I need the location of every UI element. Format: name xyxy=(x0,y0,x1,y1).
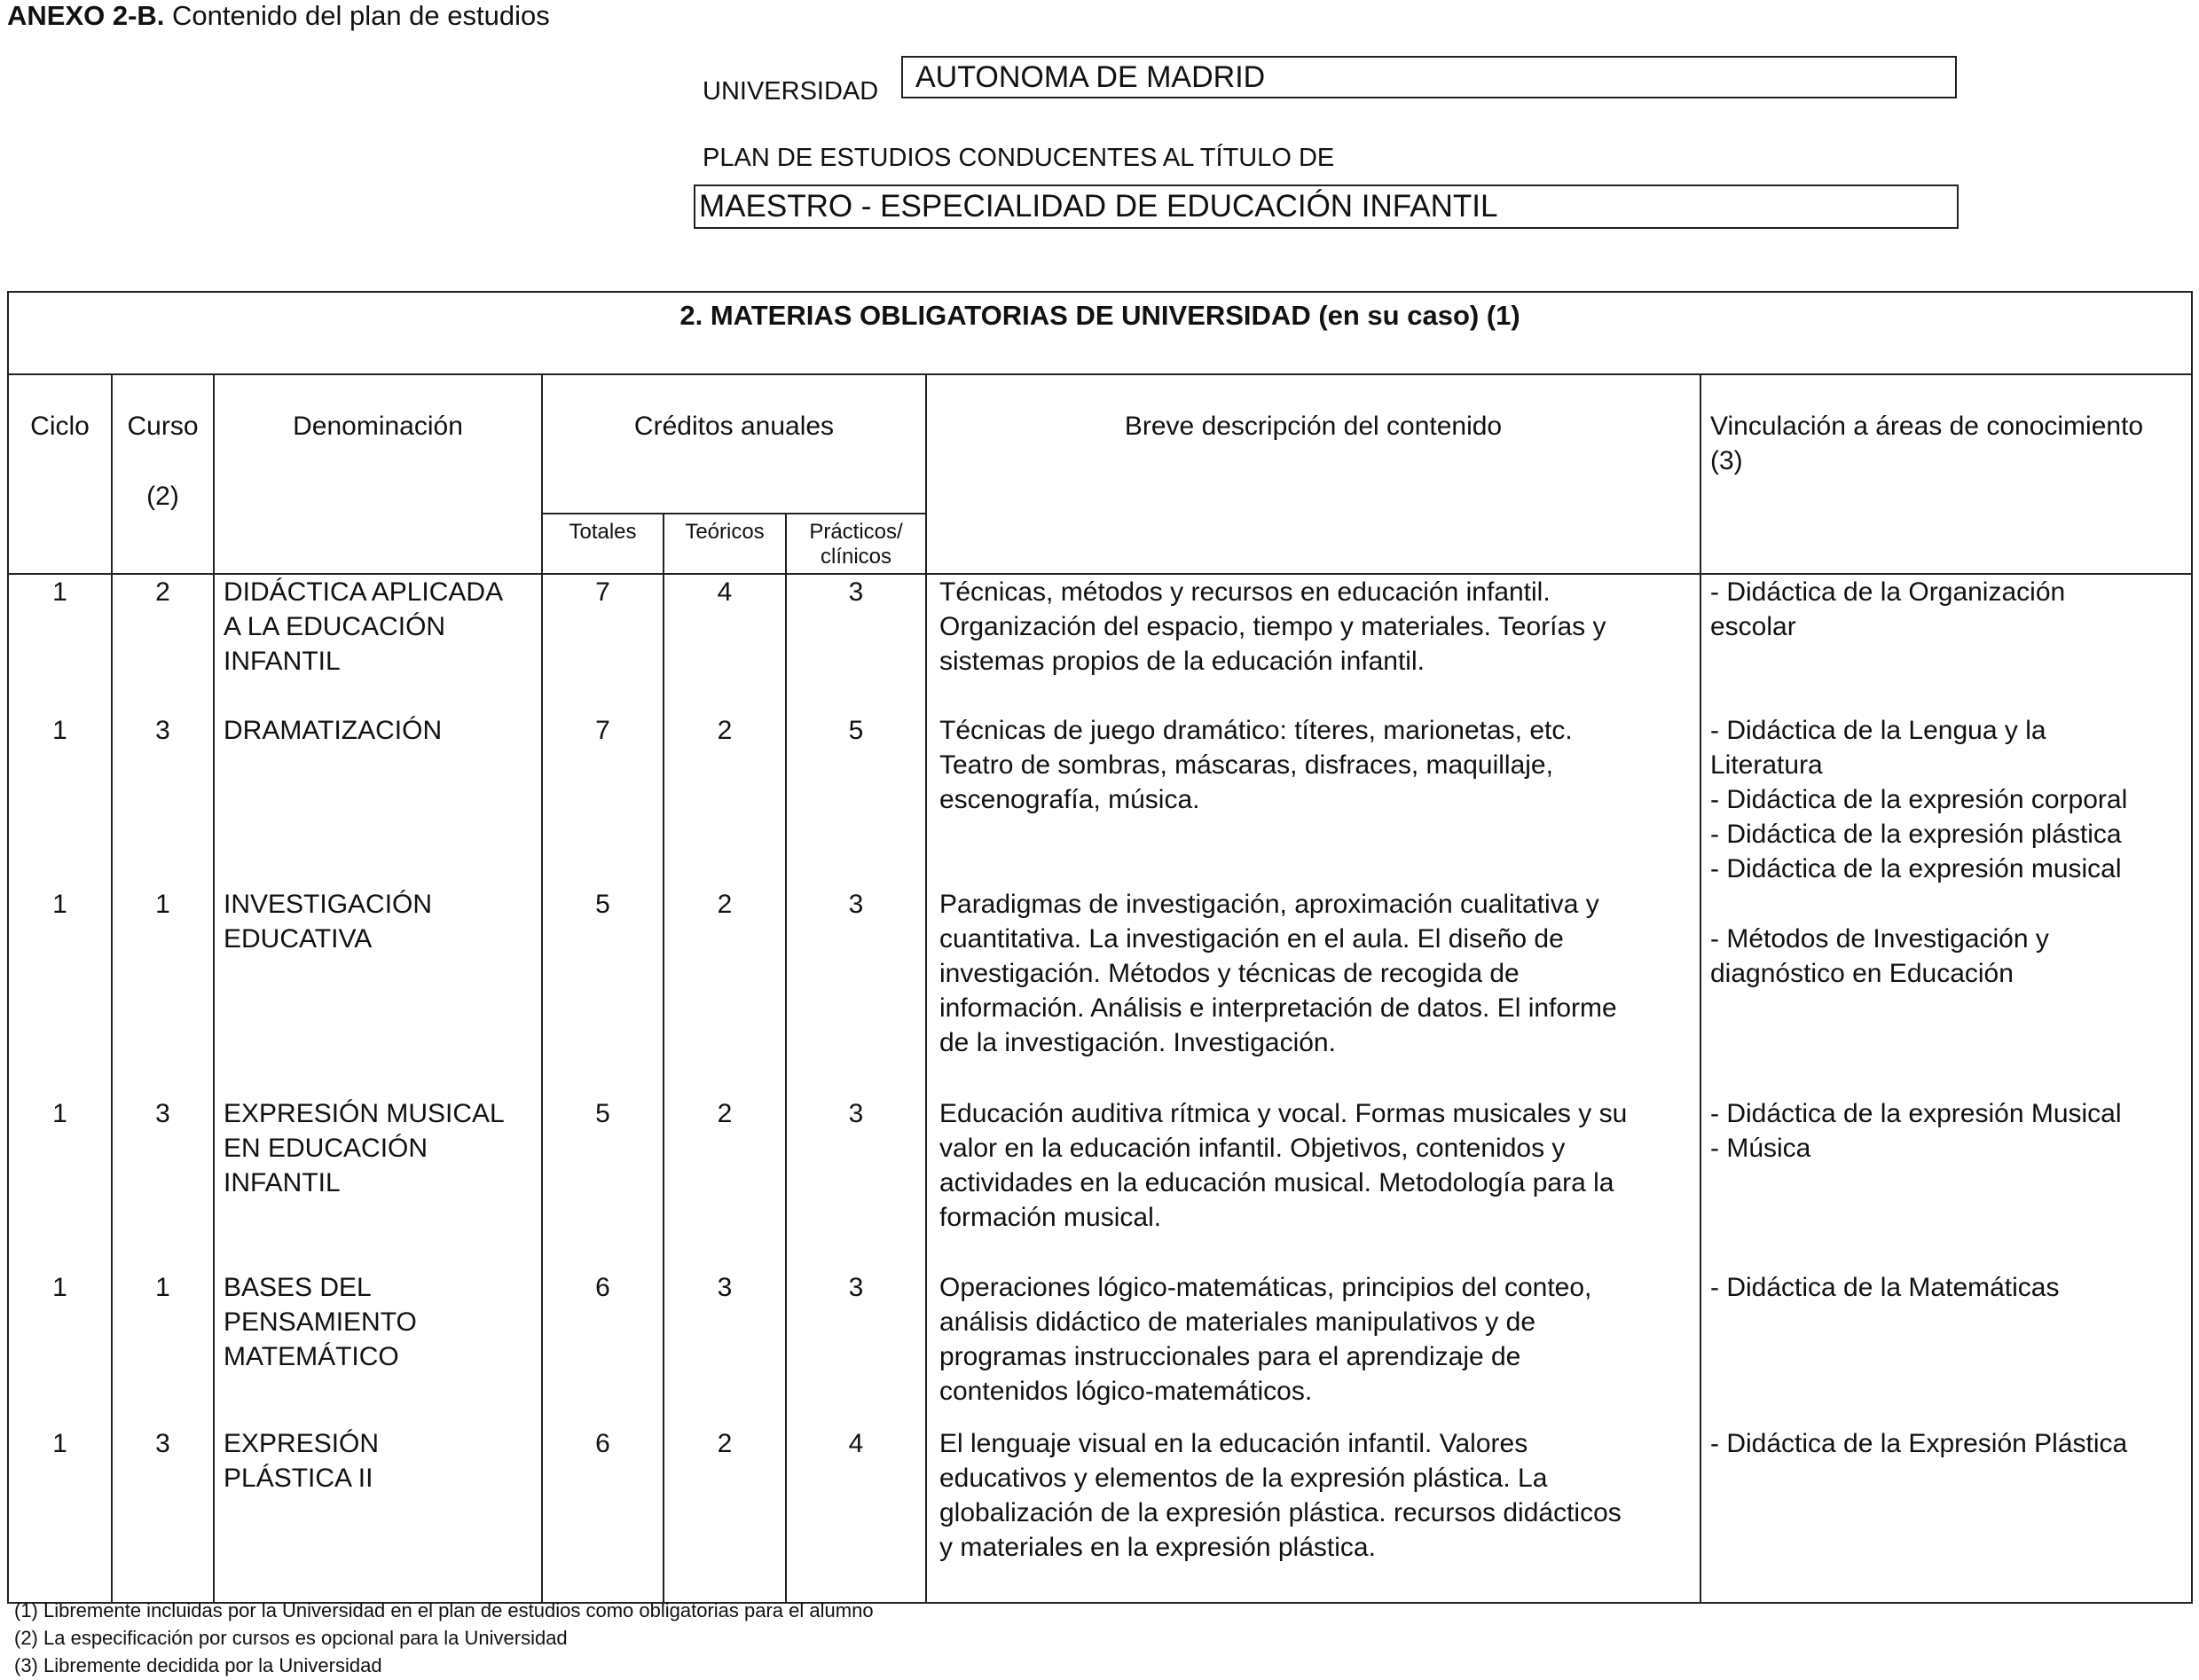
col-header-vinculacion-label: Vinculación a áreas de conocimiento xyxy=(1710,412,2144,441)
header-row xyxy=(8,374,2192,514)
denominacion-cell-line: EDUCATIVA xyxy=(224,924,373,954)
table-row xyxy=(8,1270,2192,1426)
vinculacion-cell xyxy=(1700,887,2192,1096)
vinculacion-cell-line: - Didáctica de la Matemáticas xyxy=(1710,1273,2060,1302)
teoricos-cell: 2 xyxy=(664,887,786,1096)
denominacion-cell xyxy=(214,713,542,887)
plan-label: PLAN DE ESTUDIOS CONDUCENTES AL TÍTULO DE xyxy=(703,144,1335,172)
degree-field: MAESTRO - ESPECIALIDAD DE EDUCACIÓN INFANTIL xyxy=(694,184,1959,229)
col-header-vinculacion xyxy=(1700,374,2192,574)
descripcion-cell-line: escenografía, música. xyxy=(939,785,1200,814)
ciclo-cell: 1 xyxy=(8,574,112,713)
vinculacion-cell-line: - Didáctica de la Lengua y la xyxy=(1710,716,2046,745)
curso-cell: 3 xyxy=(112,713,214,887)
table-body xyxy=(8,574,2192,1603)
vinculacion-cell-line: - Didáctica de la expresión Musical xyxy=(1710,1099,2122,1128)
ciclo-cell: 1 xyxy=(8,1270,112,1426)
col-header-curso-label: Curso xyxy=(127,412,199,441)
denominacion-cell xyxy=(214,1270,542,1426)
teoricos-cell: 3 xyxy=(664,1270,786,1426)
descripcion-cell-line: contenidos lógico-matemáticos. xyxy=(939,1377,1313,1406)
descripcion-cell xyxy=(926,887,1700,1096)
annex-heading xyxy=(7,0,550,32)
practicos-cell: 3 xyxy=(786,887,926,1096)
totales-cell: 5 xyxy=(542,887,664,1096)
descripcion-cell-line: sistemas propios de la educación infantil. xyxy=(939,647,1425,676)
university-label: UNIVERSIDAD xyxy=(703,77,879,106)
vinculacion-cell xyxy=(1700,1426,2192,1603)
denominacion-cell-line: EN EDUCACIÓN xyxy=(224,1134,428,1163)
col-header-descripcion: Breve descripción del contenido xyxy=(926,374,1700,574)
vinculacion-cell-line: - Didáctica de la expresión plástica xyxy=(1710,820,2122,849)
descripcion-cell-line: programas instruccionales para el aprendizaje de xyxy=(939,1342,1521,1371)
teoricos-cell: 2 xyxy=(664,1096,786,1270)
col-header-ciclo: Ciclo xyxy=(8,374,112,574)
denominacion-cell xyxy=(214,574,542,713)
denominacion-cell-line: BASES DEL xyxy=(224,1273,372,1302)
descripcion-cell-line: actividades en la educación musical. Metodología para la xyxy=(939,1168,1614,1197)
denominacion-cell-line: PENSAMIENTO xyxy=(224,1307,417,1337)
ciclo-cell: 1 xyxy=(8,1426,112,1603)
descripcion-cell-line: Teatro de sombras, máscaras, disfraces, maquillaje, xyxy=(939,750,1553,780)
practicos-cell: 3 xyxy=(786,1270,926,1426)
footnote-3: (3) Libremente decidida por la Universidad xyxy=(14,1654,382,1676)
practicos-cell: 4 xyxy=(786,1426,926,1603)
table-row xyxy=(8,1096,2192,1270)
denominacion-cell-line: DRAMATIZACIÓN xyxy=(224,716,443,745)
curso-cell: 2 xyxy=(112,574,214,713)
descripcion-cell-line: Técnicas, métodos y recursos en educación infantil. xyxy=(939,577,1551,607)
vinculacion-cell xyxy=(1700,1096,2192,1270)
vinculacion-cell-line: - Música xyxy=(1710,1134,1811,1163)
col-header-vinculacion-note: (3) xyxy=(1710,446,1743,475)
totales-cell: 7 xyxy=(542,574,664,713)
denominacion-cell-line: A LA EDUCACIÓN xyxy=(224,612,446,641)
denominacion-cell-line: MATEMÁTICO xyxy=(224,1342,399,1371)
descripcion-cell-line: Organización del espacio, tiempo y materiales. Teorías y xyxy=(939,612,1606,641)
totales-cell: 7 xyxy=(542,713,664,887)
annex-label: ANEXO 2-B. xyxy=(7,0,165,31)
curso-cell: 3 xyxy=(112,1426,214,1603)
footnote-2: (2) La especificación por cursos es opcional para la Universidad xyxy=(14,1627,568,1649)
descripcion-cell-line: investigación. Métodos y técnicas de recogida de xyxy=(939,959,1520,988)
totales-cell: 6 xyxy=(542,1270,664,1426)
vinculacion-cell-line: - Didáctica de la Expresión Plástica xyxy=(1710,1429,2128,1458)
descripcion-cell-line: cuantitativa. La investigación en el aula. El diseño de xyxy=(939,924,1564,954)
ciclo-cell: 1 xyxy=(8,887,112,1096)
totales-cell: 6 xyxy=(542,1426,664,1603)
curso-cell: 3 xyxy=(112,1096,214,1270)
annex-description: Contenido del plan de estudios xyxy=(164,0,550,31)
descripcion-cell-line: y materiales en la expresión plástica. xyxy=(939,1533,1376,1562)
descripcion-cell xyxy=(926,1096,1700,1270)
vinculacion-cell-line: - Métodos de Investigación y xyxy=(1710,924,2049,954)
vinculacion-cell-line: diagnóstico en Educación xyxy=(1710,959,2014,988)
denominacion-cell-line: INVESTIGACIÓN xyxy=(224,890,433,919)
descripcion-cell-line: valor en la educación infantil. Objetivos, contenidos y xyxy=(939,1134,1566,1163)
ciclo-cell: 1 xyxy=(8,1096,112,1270)
teoricos-cell: 2 xyxy=(664,1426,786,1603)
col-header-denominacion: Denominación xyxy=(214,374,542,574)
denominacion-cell-line: INFANTIL xyxy=(224,1168,341,1197)
vinculacion-cell-line: escolar xyxy=(1710,612,1796,641)
denominacion-cell xyxy=(214,1426,542,1603)
vinculacion-cell-line: Literatura xyxy=(1710,750,1823,780)
footnotes xyxy=(14,1597,874,1679)
footnote-1: (1) Libremente incluidas por la Universidad en el plan de estudios como obligatorias para el alumno xyxy=(14,1599,874,1621)
descripcion-cell xyxy=(926,1270,1700,1426)
teoricos-cell: 2 xyxy=(664,713,786,887)
vinculacion-cell xyxy=(1700,574,2192,713)
descripcion-cell xyxy=(926,1426,1700,1603)
col-header-practicos-label: Prácticos/ xyxy=(809,520,903,544)
vinculacion-cell-line: - Didáctica de la expresión corporal xyxy=(1710,785,2128,814)
vinculacion-cell-line: - Didáctica de la expresión musical xyxy=(1710,854,2122,883)
practicos-cell: 3 xyxy=(786,574,926,713)
denominacion-cell xyxy=(214,1096,542,1270)
denominacion-cell-line: DIDÁCTICA APLICADA xyxy=(224,577,504,607)
denominacion-cell-line: PLÁSTICA II xyxy=(224,1464,373,1493)
ciclo-cell: 1 xyxy=(8,713,112,887)
denominacion-cell-line: EXPRESIÓN xyxy=(224,1429,380,1458)
col-header-practicos xyxy=(786,514,926,574)
university-field: AUTONOMA DE MADRID xyxy=(901,56,1957,98)
col-header-totales: Totales xyxy=(542,514,664,574)
table-row xyxy=(8,574,2192,713)
subjects-table xyxy=(7,291,2193,1604)
col-header-curso xyxy=(112,374,214,574)
descripcion-cell-line: de la investigación. Investigación. xyxy=(939,1028,1336,1057)
descripcion-cell-line: formación musical. xyxy=(939,1203,1162,1232)
descripcion-cell-line: globalización de la expresión plástica. recursos didácticos xyxy=(939,1498,1622,1527)
table-row xyxy=(8,887,2192,1096)
descripcion-cell xyxy=(926,713,1700,887)
descripcion-cell-line: Técnicas de juego dramático: títeres, marionetas, etc. xyxy=(939,716,1573,745)
descripcion-cell-line: análisis didáctico de materiales manipulativos y de xyxy=(939,1307,1536,1337)
denominacion-cell-line: INFANTIL xyxy=(224,647,341,676)
col-header-creditos: Créditos anuales xyxy=(542,374,926,514)
table-title: 2. MATERIAS OBLIGATORIAS DE UNIVERSIDAD (en su caso) (1) xyxy=(8,292,2192,374)
table-row xyxy=(8,713,2192,887)
curso-cell: 1 xyxy=(112,1270,214,1426)
descripcion-cell-line: Operaciones lógico-matemáticas, principios del conteo, xyxy=(939,1273,1592,1302)
curso-cell: 1 xyxy=(112,887,214,1096)
descripcion-cell-line: Educación auditiva rítmica y vocal. Formas musicales y su xyxy=(939,1099,1628,1128)
descripcion-cell-line: información. Análisis e interpretación de datos. El informe xyxy=(939,993,1617,1023)
table-row xyxy=(8,1426,2192,1603)
vinculacion-cell-line xyxy=(1710,887,2191,922)
col-header-teoricos: Teóricos xyxy=(664,514,786,574)
descripcion-cell-line: Paradigmas de investigación, aproximación cualitativa y xyxy=(939,890,1599,919)
vinculacion-cell xyxy=(1700,713,2192,887)
descripcion-cell-line: educativos y elementos de la expresión plástica. La xyxy=(939,1464,1548,1493)
teoricos-cell: 4 xyxy=(664,574,786,713)
vinculacion-cell-line: - Didáctica de la Organización xyxy=(1710,577,2066,607)
descripcion-cell-line: El lenguaje visual en la educación infantil. Valores xyxy=(939,1429,1528,1458)
denominacion-cell-line: EXPRESIÓN MUSICAL xyxy=(224,1099,505,1128)
col-header-clinicos-label: clínicos xyxy=(820,545,892,569)
denominacion-cell xyxy=(214,887,542,1096)
practicos-cell: 3 xyxy=(786,1096,926,1270)
practicos-cell: 5 xyxy=(786,713,926,887)
col-header-curso-note: (2) xyxy=(146,482,179,511)
vinculacion-cell xyxy=(1700,1270,2192,1426)
descripcion-cell xyxy=(926,574,1700,713)
totales-cell: 5 xyxy=(542,1096,664,1270)
